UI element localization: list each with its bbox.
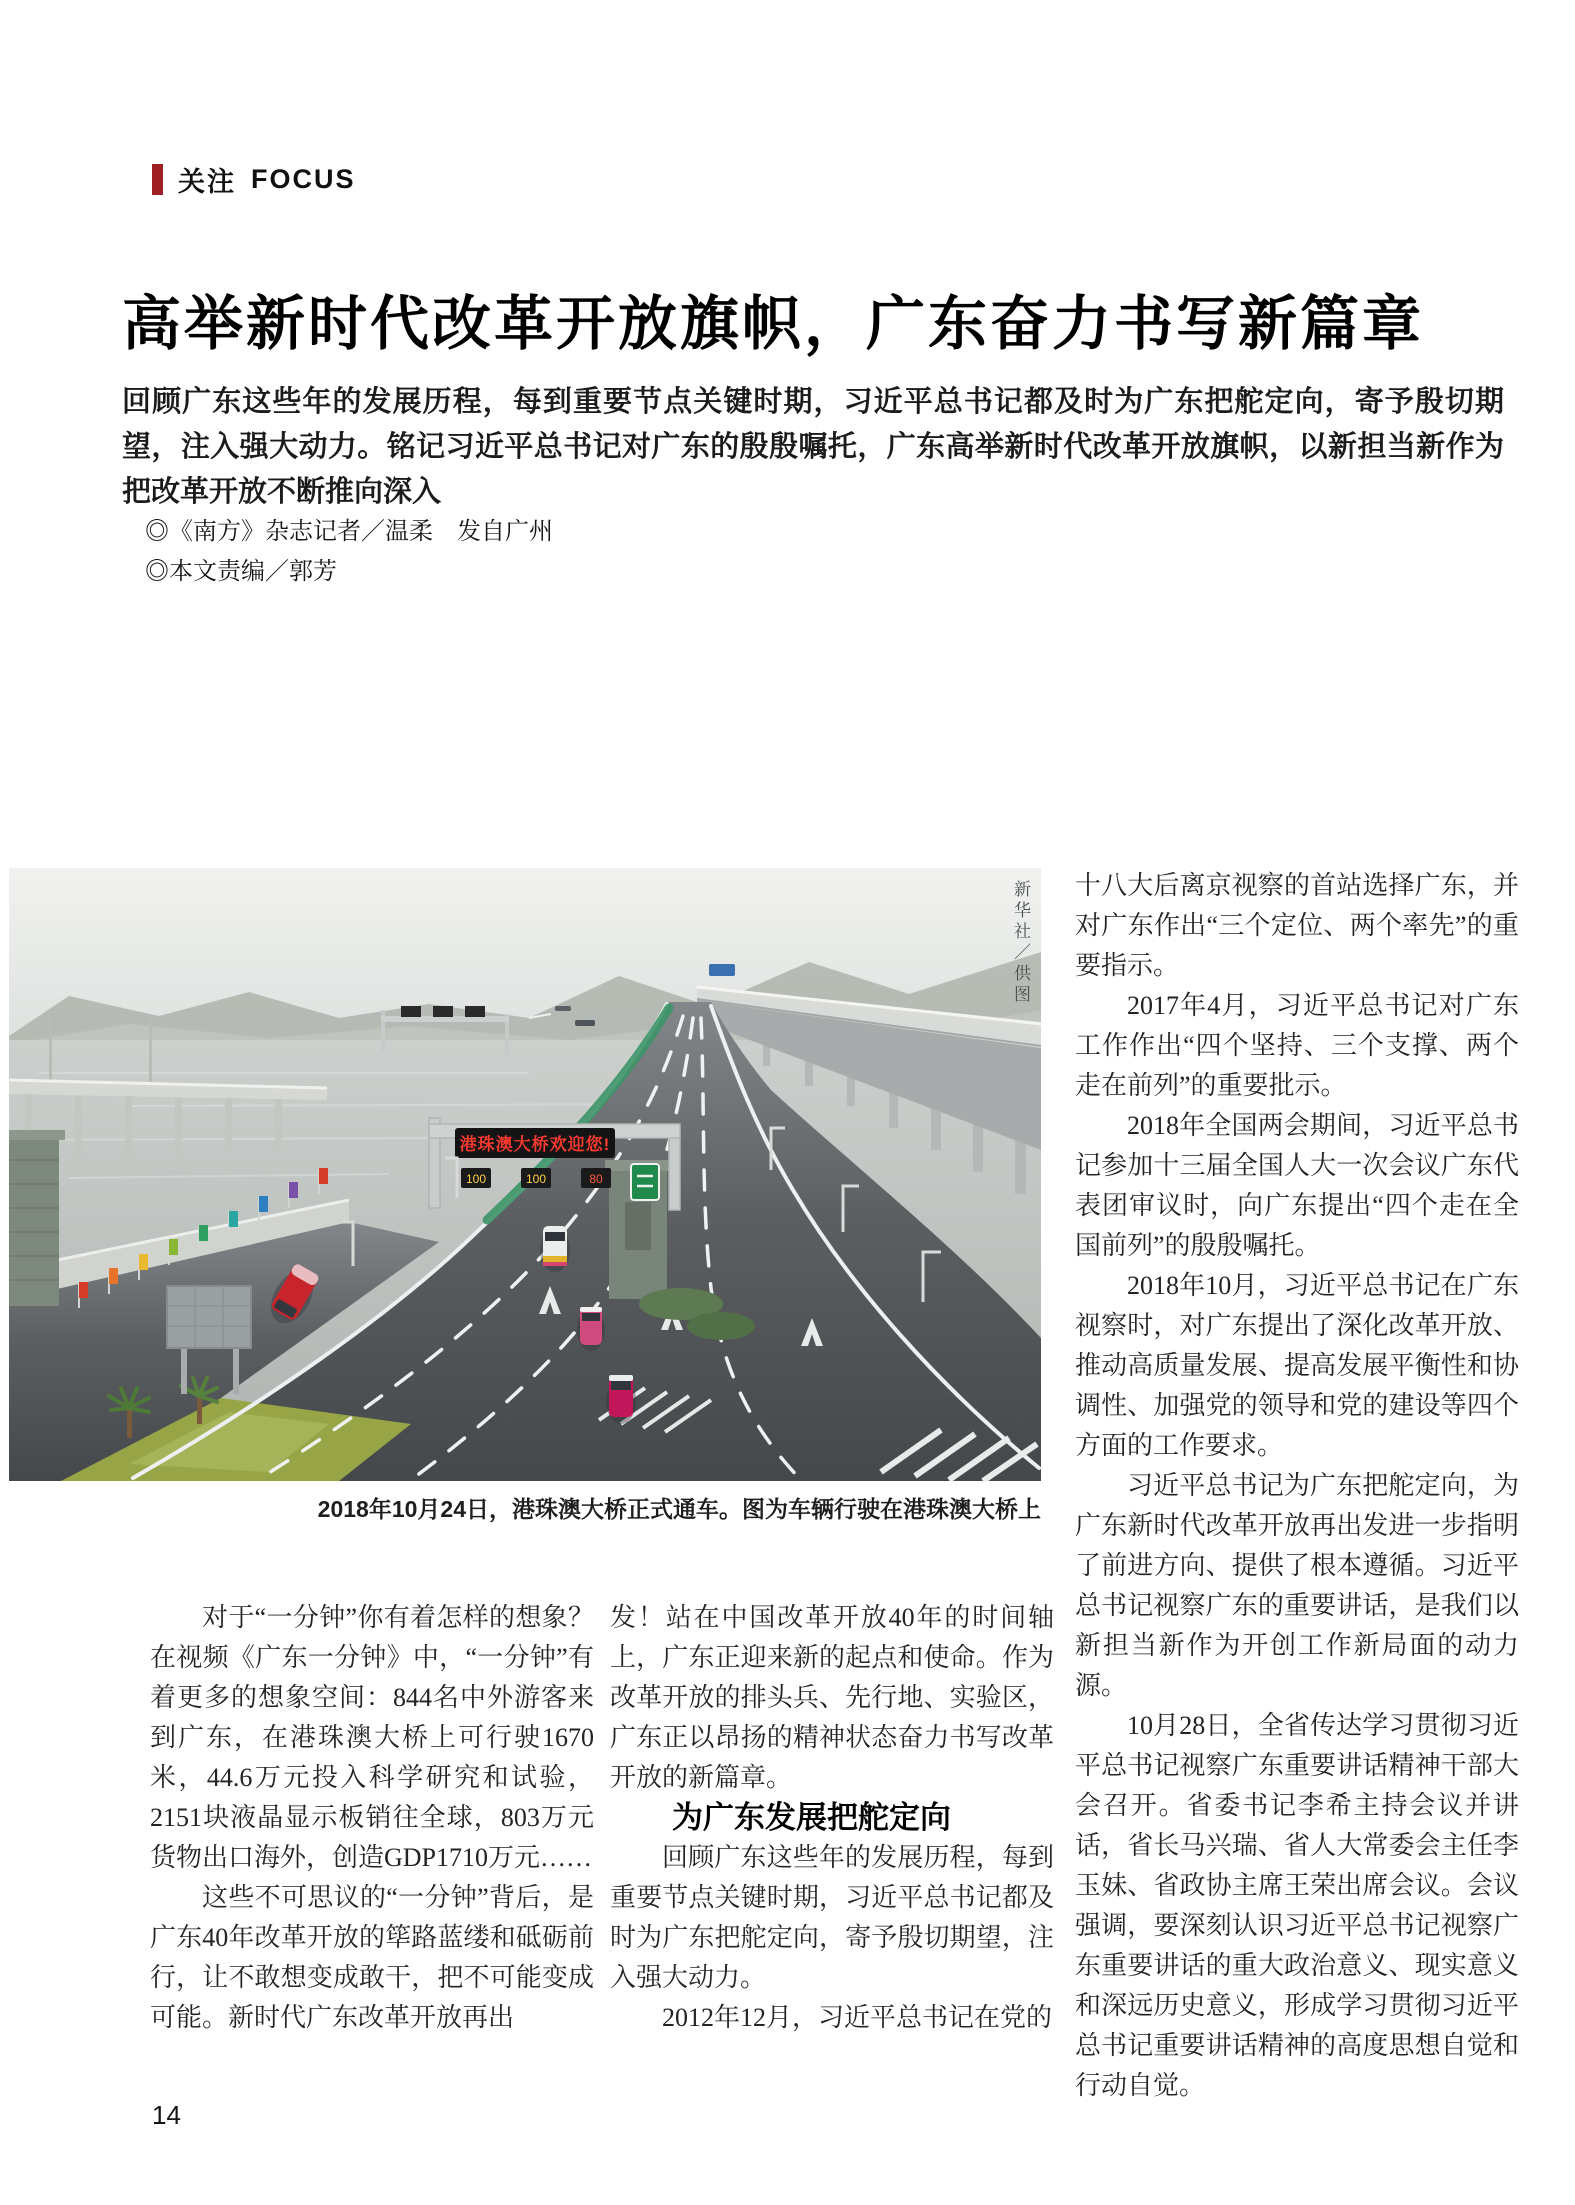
- paragraph: 10月28日，全省传达学习贯彻习近平总书记视察广东重要讲话精神干部大会召开。省委书记李希主持会议并讲话，省长马兴瑞、省人大常委会主任李玉妹、省政协主席王荣出席会议。会议强调，要深刻认识习近平总书记视察广东重要讲话的重大政治意义、现实意义和深远历史意义，形成学习贯彻习近平总书记重要讲话精神的高度思想自觉和行动自觉。: [1075, 1711, 1519, 2100]
- paragraph: 2012年12月，习近平总书记在党的: [662, 2003, 1053, 2032]
- paragraph: 2018年10月，习近平总书记在广东视察时，对广东提出了深化改革开放、推动高质量发展、提高发展平衡性和协调性、加强党的领导和党的建设等四个方面的工作要求。: [1075, 1271, 1519, 1460]
- kicker-label-en: FOCUS: [251, 164, 356, 194]
- paragraph: 回顾广东这些年的发展历程，每到重要节点关键时期，习近平总书记都及时为广东把舵定向，寄予殷切期望，注入强大动力。: [610, 1843, 1054, 1992]
- led-sign-text: 港珠澳大桥欢迎您!: [459, 1135, 611, 1154]
- speed-limit-displays: [461, 1168, 611, 1188]
- paragraph: 2017年4月，习近平总书记对广东工作作出“四个坚持、三个支撑、两个走在前列”的重要批示。: [1075, 991, 1519, 1100]
- photo-credit: 新华社／供图: [1011, 880, 1030, 1006]
- bridge-photo-illustration: [9, 868, 1041, 1481]
- distant-blue-sign: [709, 964, 735, 976]
- paragraph: 2018年全国两会期间，习近平总书记参加十三届全国人大一次会议广东代表团审议时，向广东提出“四个走在全国前列”的殷殷嘱托。: [1075, 1111, 1519, 1260]
- byline-editor: ◎本文责编／郭芳: [145, 558, 337, 585]
- byline: [145, 512, 553, 592]
- photo-caption: 2018年10月24日，港珠澳大桥正式通车。图为车辆行驶在港珠澳大桥上: [317, 1496, 1041, 1522]
- speed-display-2: 100: [525, 1172, 547, 1186]
- article-headline: 高举新时代改革开放旗帜，广东奋力书写新篇章: [122, 290, 1425, 357]
- body-column-right: [1075, 866, 1519, 2106]
- stone-tower-left: [9, 1130, 65, 1306]
- article-lede: 回顾广东这些年的发展历程，每到重要节点关键时期，习近平总书记都及时为广东把舵定向，寄予殷切期望，注入强大动力。铭记习近平总书记对广东的殷殷嘱托，广东高举新时代改革开放旗帜，以新担当新作为把改革开放不断推向深入: [122, 386, 1504, 508]
- paragraph: 这些不可思议的“一分钟”背后，是广东40年改革开放的筚路蓝缕和砥砺前行，让不敢想变成敢干，把不可能变成可能。新时代广东改革开放再出: [150, 1883, 594, 2032]
- paragraph: 十八大后离京视察的首站选择广东，并对广东作出“三个定位、两个率先”的重要指示。: [1075, 871, 1519, 980]
- kicker-accent-bar: [152, 164, 163, 195]
- white-minibus: [540, 1226, 570, 1272]
- kicker-label-zh: 关注: [178, 167, 236, 197]
- paragraph: 习近平总书记为广东把舵定向，为广东新时代改革开放再出发进一步指明了前进方向、提供了根本遵循。习近平总书记视察广东的重要讲话，是我们以新担当新作为开创工作新局面的动力源。: [1075, 1471, 1519, 1700]
- bridge-photo: [9, 868, 1041, 1481]
- kicker: [152, 160, 356, 199]
- green-exit-sign: [631, 1164, 659, 1200]
- body-column-left: [150, 1598, 594, 2038]
- speed-display-3: 80: [589, 1172, 603, 1186]
- page-number: 14: [152, 2100, 181, 2130]
- paragraph: 发！站在中国改革开放40年的时间轴上，广东正迎来新的起点和使命。作为改革开放的排头兵、先行地、实验区，广东正以昂扬的精神状态奋力书写改革开放的新篇章。: [610, 1603, 1054, 1792]
- byline-reporter: ◎《南方》杂志记者／温柔 发自广州: [145, 518, 553, 545]
- body-column-middle: [610, 1598, 1054, 2038]
- paragraph: 对于“一分钟”你有着怎样的想象？在视频《广东一分钟》中，“一分钟”有着更多的想象空间：844名中外游客来到广东，在港珠澳大桥上可行驶1670米，44.6万元投入科学研究和试验，2151块液晶显示板销往全球，803万元货物出口海外，创造GDP1710万元……: [150, 1603, 594, 1872]
- speed-display-1: 100: [465, 1172, 487, 1186]
- section-subhead: 为广东发展把舵定向: [672, 1800, 951, 1835]
- pink-taxi-2: [606, 1375, 636, 1424]
- pink-taxi-1: [577, 1307, 605, 1351]
